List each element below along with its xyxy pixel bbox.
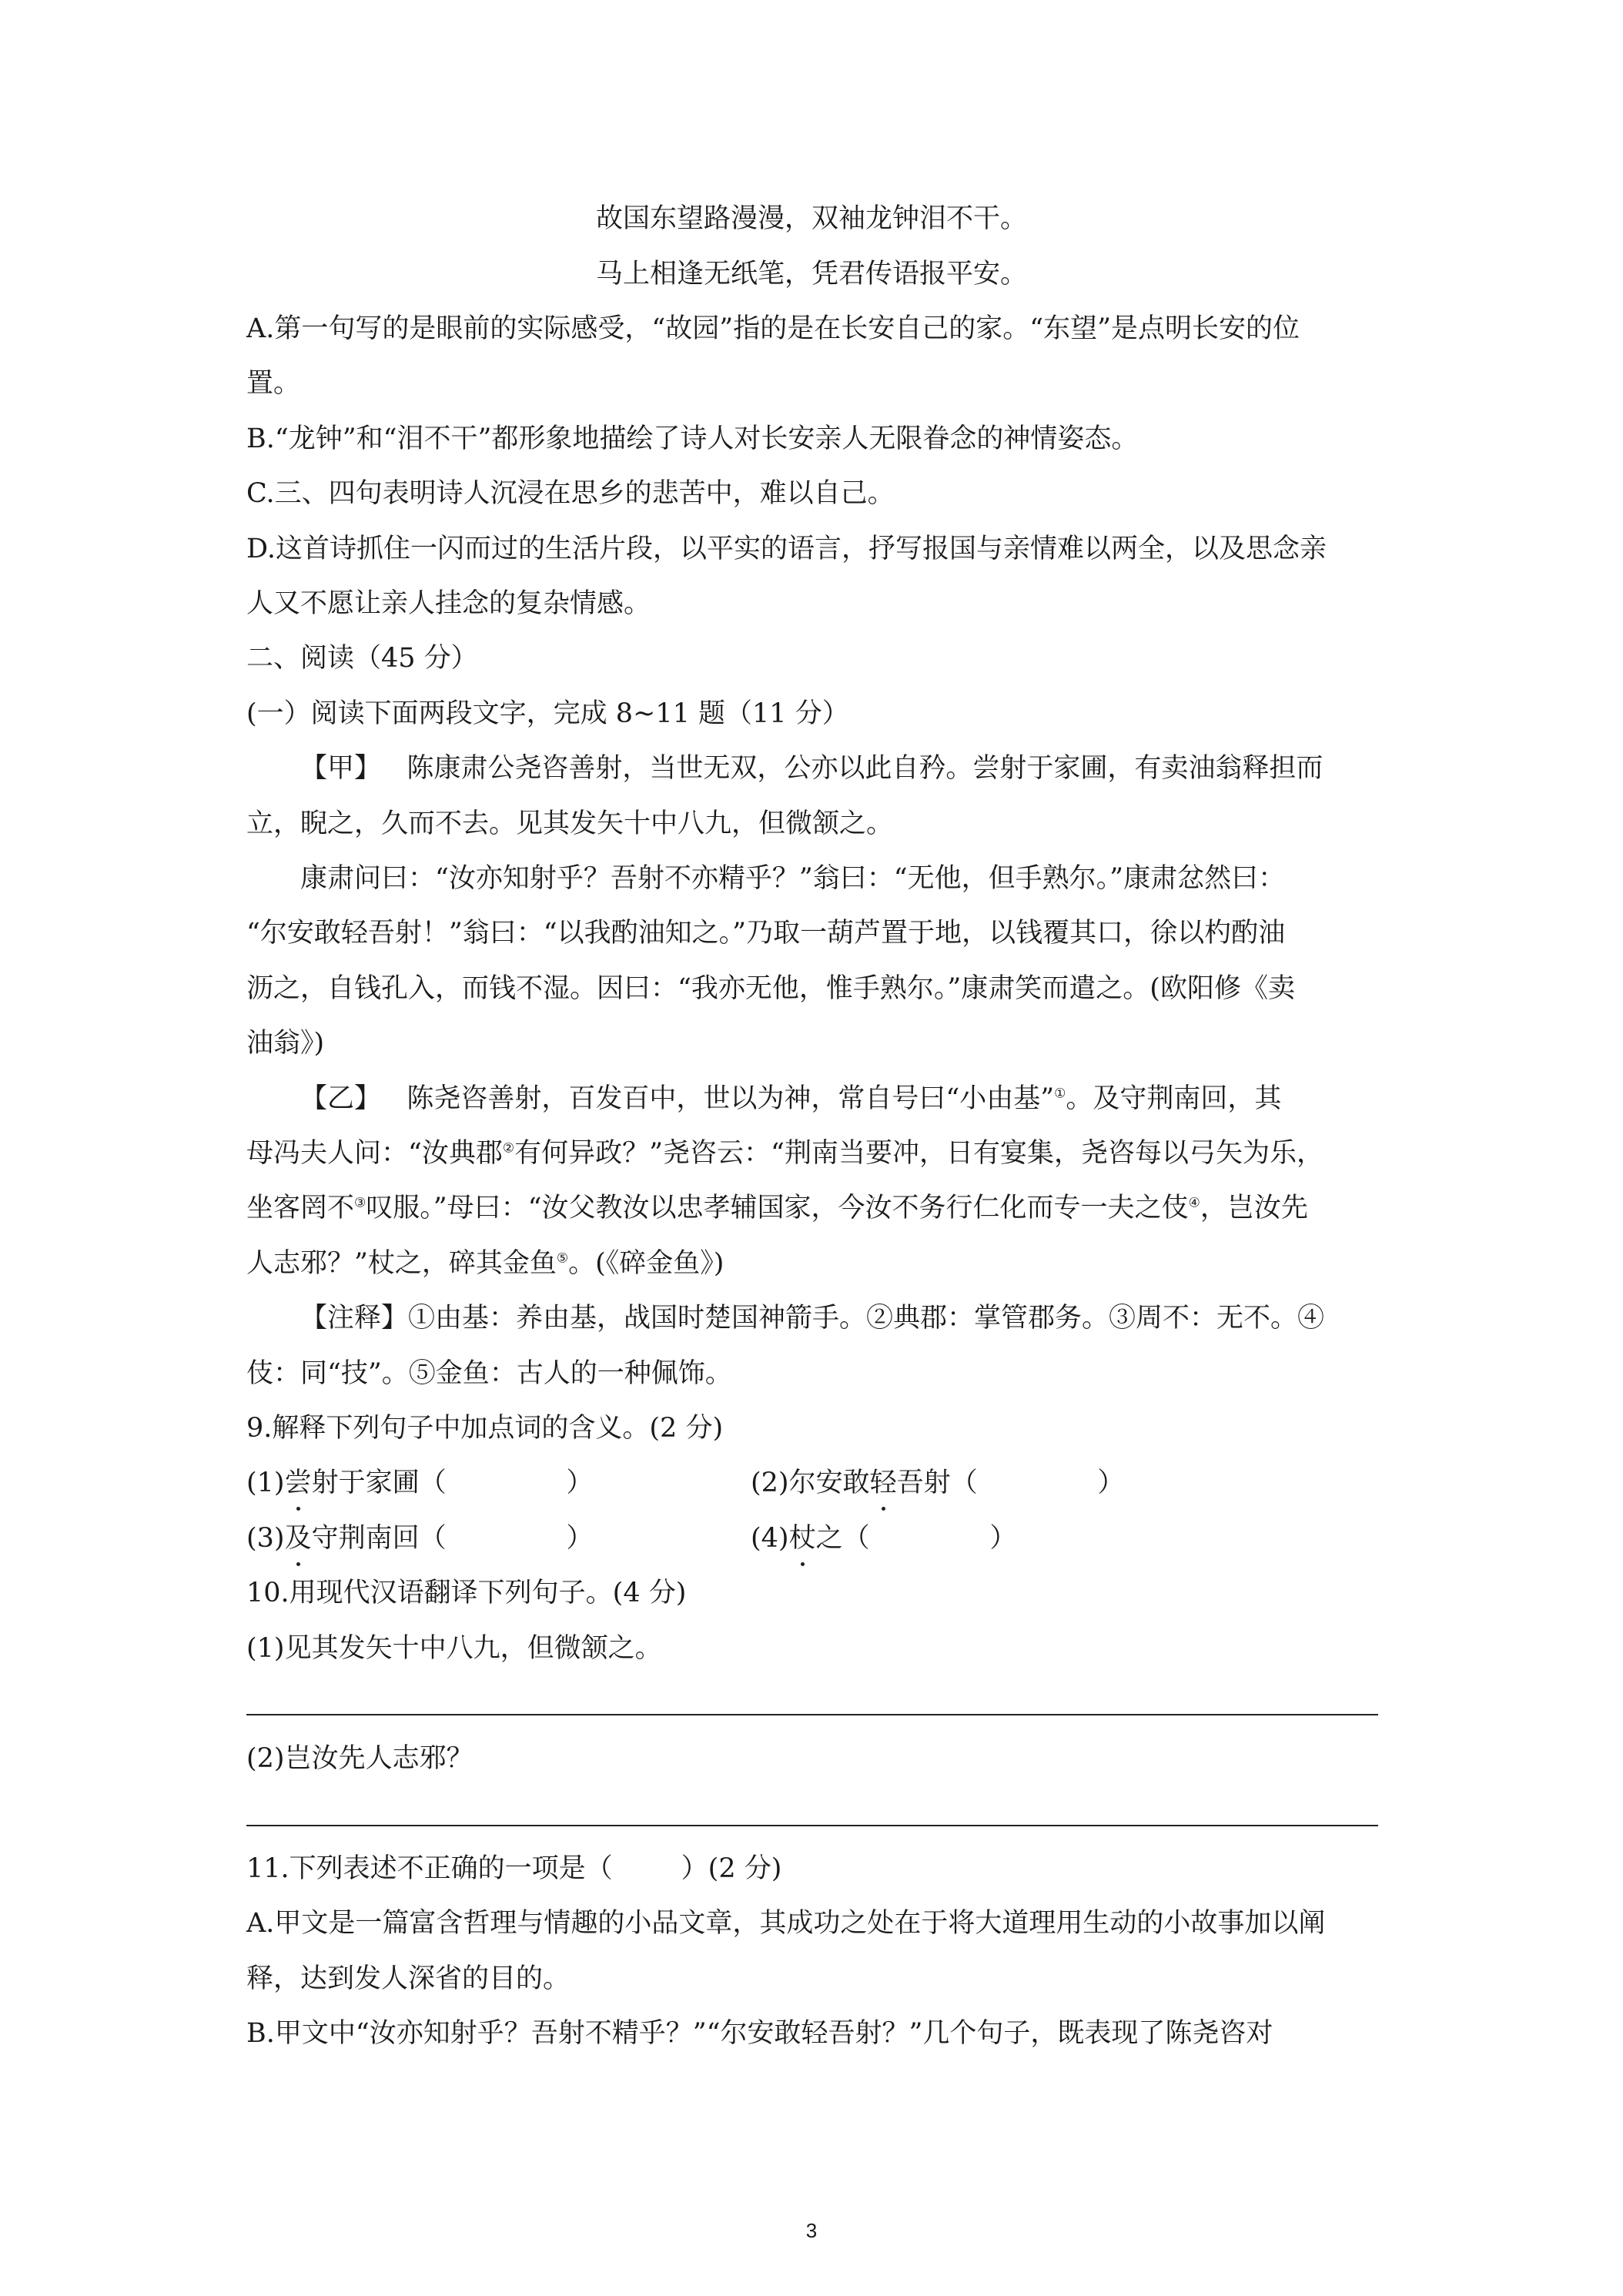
- emphasis-dot-char: 尝: [284, 1468, 312, 1498]
- question-9-item-1: (1)尝射于家圃（ ）: [246, 1468, 594, 1498]
- answer-line-2[interactable]: [246, 1825, 1378, 1826]
- jia-line-5: 沥之，自钱孔入，而钱不湿。因曰：“我亦无他，惟手熟尔。”康肃笑而遣之。(欧阳修《卖: [246, 973, 1295, 1004]
- page-number: 3: [805, 2219, 818, 2242]
- poem-line-2: 马上相逢无纸笔，凭君传语报平安。: [595, 259, 1027, 290]
- option-d-line-1: D.这首诗抓住一闪而过的生活片段，以平实的语言，抒写报国与亲情难以两全，以及思念亲: [246, 534, 1327, 564]
- footnote-marker-4: ④: [1188, 1195, 1200, 1211]
- question-11-option-b-line-1: B.甲文中“汝亦知射乎？吾射不精乎？”“尔安敢轻吾射？”几个句子，既表现了陈尧咨对: [246, 2018, 1273, 2049]
- option-a-line-1: A.第一句写的是眼前的实际感受，“故园”指的是在长安自己的家。“东望”是点明长安的位: [246, 313, 1300, 344]
- jia-line-4: “尔安敢轻吾射！”翁曰：“以我酌油知之。”乃取一葫芦置于地，以钱覆其口，徐以杓酌油: [246, 918, 1286, 949]
- notes-line-1: 【注释】①由基：养由基，战国时楚国神箭手。②典郡：掌管郡务。③周不：无不。④: [300, 1303, 1325, 1334]
- question-9-item-3: (3)及守荆南回（ ）: [246, 1523, 594, 1554]
- question-9-item-4: (4)杖之（ ）: [751, 1523, 1017, 1554]
- question-11-option-a-line-1: A.甲文是一篇富含哲理与情趣的小品文章，其成功之处在于将大道理用生动的小故事加以阐: [246, 1908, 1326, 1939]
- option-d-line-2: 人又不愿让亲人挂念的复杂情感。: [246, 588, 651, 619]
- emphasis-dot-char: 及: [284, 1523, 312, 1554]
- option-c: C.三、四句表明诗人沉浸在思乡的悲苦中，难以自己。: [246, 478, 895, 509]
- footnote-marker-5: ⑤: [556, 1250, 569, 1267]
- answer-line-1[interactable]: [246, 1714, 1378, 1715]
- jia-line-2: 立，睨之，久而不去。见其发矢十中八九，但微颔之。: [246, 808, 894, 839]
- notes-line-2: 伎：同“技”。⑤金鱼：古人的一种佩饰。: [246, 1358, 732, 1389]
- section-heading: 二、阅读（45 分）: [246, 643, 478, 674]
- option-b: B.“龙钟”和“泪不干”都形象地描绘了诗人对长安亲人无限眷念的神情姿态。: [246, 423, 1139, 454]
- question-10-title: 10.用现代汉语翻译下列句子。(4 分): [246, 1578, 687, 1608]
- subsection-heading: (一）阅读下面两段文字，完成 8~11 题（11 分）: [246, 698, 849, 729]
- footnote-marker-2: ②: [502, 1140, 515, 1156]
- jia-line-1: 【甲】 陈康肃公尧咨善射，当世无双，公亦以此自矜。尝射于家圃，有卖油翁释担而: [300, 753, 1323, 784]
- yi-line-4: 人志邪？”杖之，碎其金鱼⑤。(《碎金鱼》): [246, 1248, 724, 1279]
- footnote-marker-3: ③: [354, 1195, 366, 1211]
- yi-line-1: 【乙】 陈尧咨善射，百发百中，世以为神，常自号曰“小由基”①。及守荆南回，其: [300, 1083, 1282, 1114]
- question-11-title: 11.下列表述不正确的一项是（ ）(2 分): [246, 1853, 782, 1884]
- jia-line-3: 康肃问曰：“汝亦知射乎？吾射不亦精乎？”翁曰：“无他，但手熟尔。”康肃忿然曰：: [300, 863, 1286, 894]
- jia-line-6: 油翁》): [246, 1028, 325, 1059]
- question-10-sentence-2: (2)岂汝先人志邪？: [246, 1743, 474, 1774]
- question-9-title: 9.解释下列句子中加点词的含义。(2 分): [246, 1413, 724, 1444]
- emphasis-dot-char: 杖: [788, 1523, 816, 1554]
- question-11-option-a-line-2: 释，达到发人深省的目的。: [246, 1963, 571, 1994]
- question-10-sentence-1: (1)见其发矢十中八九，但微颔之。: [246, 1633, 662, 1664]
- yi-line-3: 坐客罔不③叹服。”母曰：“汝父教汝以忠孝辅国家，今汝不务行仁化而专一夫之伎④，岂汝先: [246, 1193, 1308, 1223]
- yi-line-2: 母冯夫人问：“汝典郡②有何异政？”尧咨云：“荆南当要冲，日有宴集，尧咨每以弓矢为乐，: [246, 1138, 1323, 1169]
- poem-line-1: 故国东望路漫漫，双袖龙钟泪不干。: [595, 203, 1027, 234]
- emphasis-dot-char: 轻: [869, 1468, 897, 1498]
- option-a-line-2: 置。: [246, 368, 301, 399]
- question-9-item-2: (2)尔安敢轻吾射（ ）: [751, 1468, 1125, 1498]
- footnote-marker-1: ①: [1054, 1086, 1066, 1102]
